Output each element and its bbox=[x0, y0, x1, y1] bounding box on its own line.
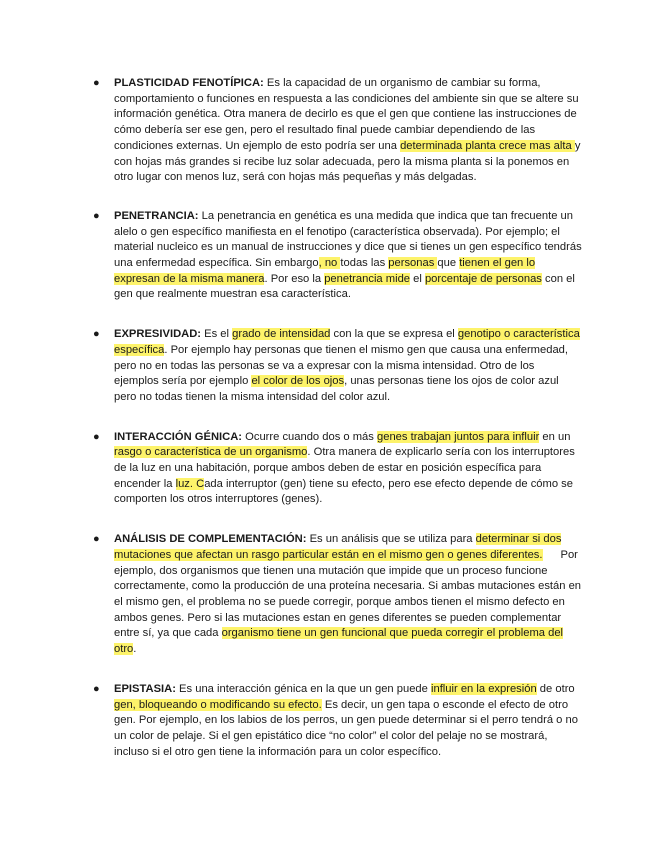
text-segment: La penetrancia en genética es una medida que indica que tan frecuente un alelo o gen específico manifiesta en el fenotipo (característica observada). Por ejemplo; el material nucleico es un manual de instrucciones y dice que si tienes un gen específico tendrás una enfermedad específica. Sin embargo bbox=[114, 209, 582, 270]
item-text bbox=[114, 76, 582, 186]
text-segment: el bbox=[410, 272, 425, 285]
text-segment: de otro bbox=[536, 682, 575, 695]
list-item-penetrancia bbox=[93, 209, 582, 303]
highlight-segment: penetrancia mide bbox=[324, 272, 411, 285]
text-segment: . Por eso la bbox=[264, 272, 325, 285]
highlight-segment: determinada planta crece mas alta bbox=[400, 139, 575, 152]
text-segment: Es decir, un gen tapa o esconde el efecto de otro gen. Por ejemplo, en los labios de los perros, un gen puede determinar si el perro tendrá o no un color de pelaje. Si el gen epistático dice “no color” el color del pelaje no se mostrará, incluso si el otro gen tiene la información para un color específico. bbox=[114, 698, 578, 758]
item-text bbox=[114, 430, 582, 509]
text-segment: con el gen que realmente muestran esa característica. bbox=[114, 272, 575, 301]
highlight-segment: grado de intensidad bbox=[232, 328, 331, 341]
text-segment: , unas personas tiene los ojos de color azul pero no todas tienen la misma intensidad del color azul. bbox=[114, 375, 559, 403]
bullet-icon: ● bbox=[93, 682, 100, 695]
highlight-segment: genotipo o característica específica bbox=[114, 328, 580, 356]
item-term: ANÁLISIS DE COMPLEMENTACIÓN: bbox=[114, 533, 307, 546]
highlight-segment: el color de los ojos bbox=[251, 375, 345, 388]
text-segment: Es una interacción génica en la que un gen puede bbox=[175, 682, 431, 695]
item-text bbox=[114, 532, 582, 658]
text-segment: Es la capacidad de un organismo de cambiar su forma, comportamiento o funciones en respuesta a las condiciones del ambiente sin que se altere su información genética. Otra manera de decirlo es que el gen que contiene las instrucciones de cómo debería ser ese gen, pero el resultado final puede cambiar dependiendo de las condiciones externas. Un ejemplo de esto podría ser una bbox=[114, 77, 579, 152]
text-segment: ada interruptor (gen) tiene su efecto, pero ese efecto depende de cómo se comporten los otros interruptores (genes). bbox=[114, 477, 573, 506]
list-item-expresividad bbox=[93, 327, 582, 406]
highlight-segment: rasgo o característica de un organismo bbox=[114, 446, 308, 459]
text-segment: con la que se expresa el bbox=[330, 328, 458, 341]
definition-list bbox=[93, 76, 582, 760]
list-item-analisis-complementacion bbox=[93, 532, 582, 658]
text-segment: todas las bbox=[340, 257, 389, 270]
list-item-plasticidad bbox=[93, 76, 582, 186]
item-text bbox=[114, 209, 582, 303]
text-segment: Por ejemplo, dos organismos que tienen una mutación que impide que un proceso funcione correctamente, como la producción de una proteína necesaria. Si ambas mutaciones están en el mismo gen, el problema no se puede corregir, porque ambos tienen el mismo defecto en ambos genes. Pero si las mutaciones estan en genes diferentes se pueden complementar entre sí, ya que cada bbox=[114, 548, 582, 640]
highlight-segment: tienen el gen lo expresan de la misma manera bbox=[114, 257, 536, 285]
text-segment: Ocurre cuando dos o más bbox=[242, 430, 377, 443]
text-segment: . bbox=[133, 643, 137, 656]
text-segment: y con hojas más grandes si recibe luz solar adecuada, pero la misma planta si la ponemos en otro lugar con menos luz, será con hojas más pequeñas y más delgadas. bbox=[114, 139, 581, 184]
bullet-icon: ● bbox=[93, 533, 100, 546]
highlight-segment: gen, bloqueando o modificando su efecto. bbox=[114, 698, 322, 711]
text-segment: Es el bbox=[201, 328, 233, 341]
item-text bbox=[114, 327, 582, 406]
bullet-icon: ● bbox=[93, 77, 100, 89]
highlight-segment: luz. C bbox=[175, 477, 205, 490]
list-item-epistasia bbox=[93, 682, 582, 761]
highlight-segment: influir en la expresión bbox=[430, 682, 537, 695]
item-term: INTERACCIÓN GÉNICA: bbox=[114, 430, 243, 443]
item-term: EXPRESIVIDAD: bbox=[114, 328, 202, 341]
highlight-segment: personas bbox=[388, 257, 438, 270]
list-item-interaccion-genica bbox=[93, 430, 582, 509]
bullet-icon: ● bbox=[93, 328, 100, 341]
item-term: PLASTICIDAD FENOTÍPICA: bbox=[114, 77, 264, 89]
bullet-icon: ● bbox=[93, 209, 100, 222]
item-text bbox=[114, 682, 582, 761]
text-segment: . Por ejemplo hay personas que tienen el mismo gen que causa una enfermedad, pero no en todas las personas se va a expresar con la misma intensidad. Otro de los ejemplos sería por ejemplo bbox=[114, 343, 568, 388]
item-term: PENETRANCIA: bbox=[114, 209, 199, 222]
highlight-segment: , no bbox=[318, 257, 341, 270]
text-segment: que bbox=[437, 257, 460, 270]
item-term: EPISTASIA: bbox=[114, 682, 176, 695]
highlight-segment: determinar si dos mutaciones que afectan un rasgo particular están en el mismo gen o genes diferentes. bbox=[114, 533, 562, 561]
text-segment: . Otra manera de explicarlo sería con los interruptores de la luz en una habitación, porque ambos deben de estar en posición específica para encender la bbox=[114, 446, 575, 490]
text-segment: Es un análisis que se utiliza para bbox=[306, 533, 476, 546]
bullet-icon: ● bbox=[93, 430, 100, 443]
highlight-segment: porcentaje de personas bbox=[424, 272, 542, 285]
highlight-segment: organismo tiene un gen funcional que pueda corregir el problema del otro bbox=[114, 627, 564, 656]
highlight-segment: genes trabajan juntos para influir bbox=[377, 430, 540, 443]
text-segment: en un bbox=[539, 430, 571, 443]
